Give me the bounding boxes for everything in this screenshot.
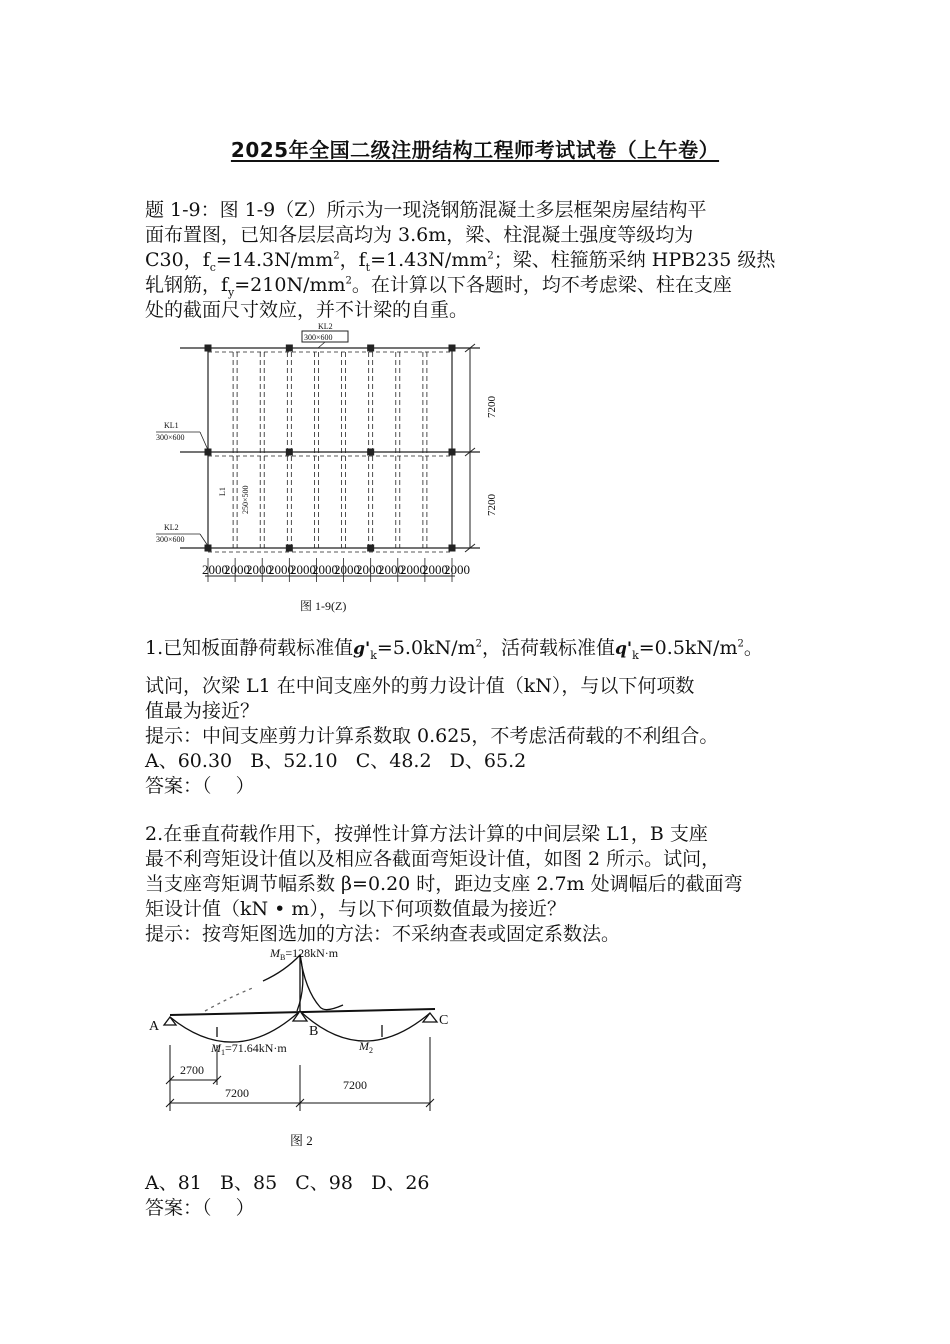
figure-2-labels: [149, 946, 448, 1148]
moment-diagram-lines: [164, 955, 437, 1042]
question-2: [145, 822, 820, 947]
dimension-lines: [166, 1037, 434, 1111]
figure-2-caption: 图 2: [290, 1133, 313, 1148]
kl2-bottom-label: KL2: [164, 523, 179, 532]
column-square: [205, 345, 211, 351]
q2-line-4: 矩设计值（kN • m），与以下何项数值最为接近？: [145, 898, 566, 920]
m1-value: =71.64kN·m: [225, 1041, 287, 1055]
column-square: [449, 449, 455, 455]
column-square: [449, 545, 455, 551]
text-seg: ；梁、柱箍筋采纳 HPB235 级热: [493, 249, 776, 271]
m2-symbol: M: [359, 1039, 369, 1053]
subscript: k: [632, 648, 639, 662]
subscript: k: [370, 648, 377, 662]
intro-line-5: 处的截面尺寸效应，并不计梁的自重。: [145, 299, 469, 321]
question-1: [145, 636, 820, 799]
q2-line-3: 当支座弯矩调节幅系数 β=0.20 时，距边支座 2.7m 处调幅后的截面弯: [145, 873, 743, 895]
page-title: 2025年全国二级注册结构工程师考试试卷（上午卷）: [230, 138, 720, 162]
q1-options: A、60.30 B、52.10 C、48.2 D、65.2: [145, 750, 527, 772]
text-seg: =1.43N/mm: [370, 249, 488, 271]
q1-answer: 答案：（ ）: [145, 775, 255, 797]
text-seg: C30，f: [145, 249, 210, 271]
text-seg: 。在计算以下各题时，均不考虑梁、柱在支座: [351, 274, 732, 296]
kl2-top-size: 300×600: [304, 333, 333, 342]
superscript: 2: [475, 638, 482, 650]
figure-1-9-plan: [150, 318, 530, 618]
text-seg: =5.0kN/m: [376, 637, 476, 659]
label-c: C: [439, 1013, 449, 1028]
kl1-size: 300×600: [156, 433, 185, 442]
kl1-leader: [200, 432, 208, 450]
text-seg: =210N/mm: [234, 274, 346, 296]
mb-label: [269, 946, 339, 962]
mb-value: =128kN·m: [285, 946, 339, 960]
bay-dimension-label: 2000: [444, 562, 470, 577]
question-2-choices: [145, 1171, 820, 1221]
bay-dimension-label: 2000: [334, 562, 360, 577]
subscript: c: [209, 260, 216, 274]
q2-answer: 答案：（ ）: [145, 1197, 255, 1219]
dashed-trace: [205, 987, 255, 1011]
kl1-label: KL1: [164, 421, 179, 430]
figure-1-caption: 图 1-9(Z): [300, 599, 347, 613]
text-seg: =14.3N/mm: [215, 249, 334, 271]
superscript: 2: [737, 638, 744, 650]
bay-dimension-label: 2000: [422, 562, 448, 577]
text-seg: 轧钢筋，f: [145, 274, 229, 296]
intro-line-3: [145, 248, 820, 273]
dim-7200-right: 7200: [343, 1078, 367, 1092]
mb-symbol: M: [270, 946, 280, 960]
bay-dimension-labels: [202, 562, 470, 577]
superscript: 2: [333, 250, 340, 262]
subscript: y: [228, 285, 235, 299]
span-ab-curve: [170, 1011, 300, 1042]
q2-line-2: 最不利弯矩设计值以及相应各截面弯矩设计值，如图 2 所示。试问，: [145, 848, 721, 870]
bay-dimension-label: 2000: [246, 562, 272, 577]
span-bc-curve: [300, 1011, 430, 1041]
column-square: [368, 545, 374, 551]
label-b: B: [309, 1024, 319, 1039]
subscript: t: [365, 260, 371, 274]
bay-dimension-label: 2000: [202, 562, 228, 577]
symbol-g: g': [353, 639, 371, 659]
bay-dimension-label: 2000: [400, 562, 426, 577]
l1-label: L1: [218, 487, 227, 496]
figure-2-moment-diagram: [145, 945, 465, 1155]
bay-dimension-label: 2000: [268, 562, 294, 577]
symbol-q: q': [615, 639, 633, 659]
plan-labels: [156, 322, 498, 544]
column-square: [286, 345, 292, 351]
text-seg: ，活荷载标准值: [481, 637, 615, 659]
superscript: 2: [487, 250, 494, 262]
q1-line-3: 值最为接近？: [145, 700, 260, 722]
column-square: [449, 345, 455, 351]
q1-line-2: 试问，次梁 L1 在中间支座外的剪力设计值（kN），与以下何项数: [145, 675, 695, 697]
intro-line-1: 题 1-9：图 1-9（Z）所示为一现浇钢筋混凝土多层框架房屋结构平: [145, 199, 707, 221]
q1-line-1: [145, 636, 820, 662]
dim-2700: 2700: [180, 1063, 204, 1077]
m1-sub: 1: [221, 1048, 225, 1057]
plan-grid: [156, 342, 480, 582]
kl2-top-leader: [318, 342, 325, 348]
kl2-leader: [200, 534, 208, 546]
mb-sub: B: [280, 953, 286, 962]
intro-line-4: [145, 273, 820, 298]
q2-line-1: 2.在垂直荷载作用下，按弹性计算方法计算的中间层梁 L1，B 支座: [145, 823, 708, 845]
m1-symbol: M: [211, 1041, 221, 1055]
dim-vertical-2: 7200: [486, 494, 498, 516]
m2-sub: 2: [369, 1046, 373, 1055]
column-square: [368, 345, 374, 351]
label-a: A: [149, 1019, 160, 1034]
text-seg: =0.5kN/m: [638, 637, 738, 659]
column-square: [286, 449, 292, 455]
column-square: [286, 545, 292, 551]
bay-dimension-label: 2000: [356, 562, 382, 577]
text-seg: 。: [743, 637, 763, 659]
dim-7200-left: 7200: [225, 1086, 249, 1100]
q2-options: A、81 B、85 C、98 D、26: [145, 1172, 430, 1194]
dim-vertical-1: 7200: [486, 396, 498, 418]
bay-dimension-label: 2000: [312, 562, 338, 577]
text-seg: ，f: [339, 249, 366, 271]
support-b-peak-right: [300, 955, 343, 1010]
m1-label: [210, 1041, 287, 1057]
q2-hint: 提示：按弯矩图选加的方法：不采纳查表或固定系数法。: [145, 923, 621, 945]
bay-dimension-label: 2000: [290, 562, 316, 577]
q1-hint: 提示：中间支座剪力计算系数取 0.625，不考虑活荷载的不利组合。: [145, 725, 719, 747]
kl2-bottom-size: 300×600: [156, 535, 185, 544]
superscript: 2: [345, 275, 352, 287]
bay-dimension-label: 2000: [378, 562, 404, 577]
text-seg: 1.已知板面静荷载标准值: [145, 637, 354, 659]
l1-size: 250×500: [241, 485, 250, 514]
bay-dimension-label: 2000: [224, 562, 250, 577]
support-b-peak-left: [263, 955, 303, 1011]
intro-paragraph: [145, 198, 820, 323]
kl2-top-label: KL2: [318, 322, 333, 331]
intro-line-2: 面布置图，已知各层层高均为 3.6m，梁、柱混凝土强度等级均为: [145, 224, 694, 246]
column-square: [368, 449, 374, 455]
